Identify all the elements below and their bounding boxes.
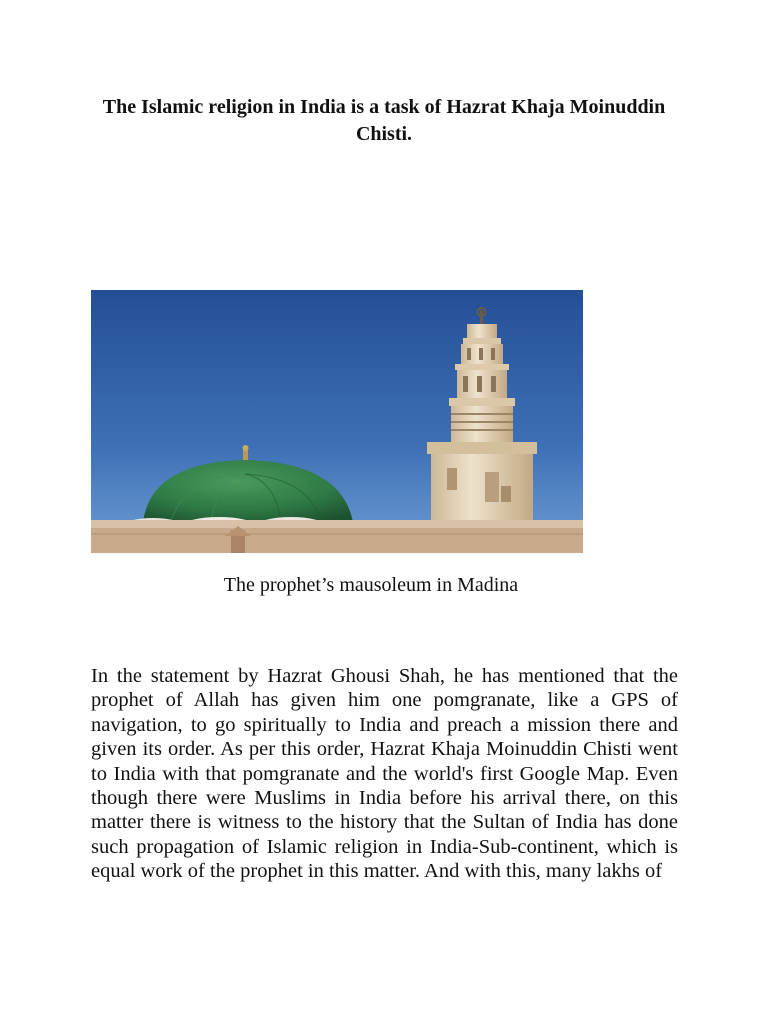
figure-caption: The prophet’s mausoleum in Madina <box>223 574 519 596</box>
document-title: The Islamic religion in India is a task of Hazrat Khaja Moinuddin Chisti. <box>102 96 666 145</box>
mausoleum-photo <box>91 290 583 553</box>
mausoleum-illustration <box>91 290 583 553</box>
foreground-wall <box>91 520 583 553</box>
body-paragraph: In the statement by Hazrat Ghousi Shah, he has mentioned that the prophet of Allah has given him one pomgranate, like a GPS of navigation, to go spiritually to India and preach a mission there and given its order. As per this order, Hazrat Khaja Moinuddin Chisti went to India with that pomgranate and the world's first Google Map. Even though there were Muslims in India before his arrival there, on this matter there is witness to the history that the Sultan of India has done such propagation of Islamic religion in India-Sub-continent, which is equal work of the prophet in this matter. And with this, many lakhs of <box>91 665 678 883</box>
